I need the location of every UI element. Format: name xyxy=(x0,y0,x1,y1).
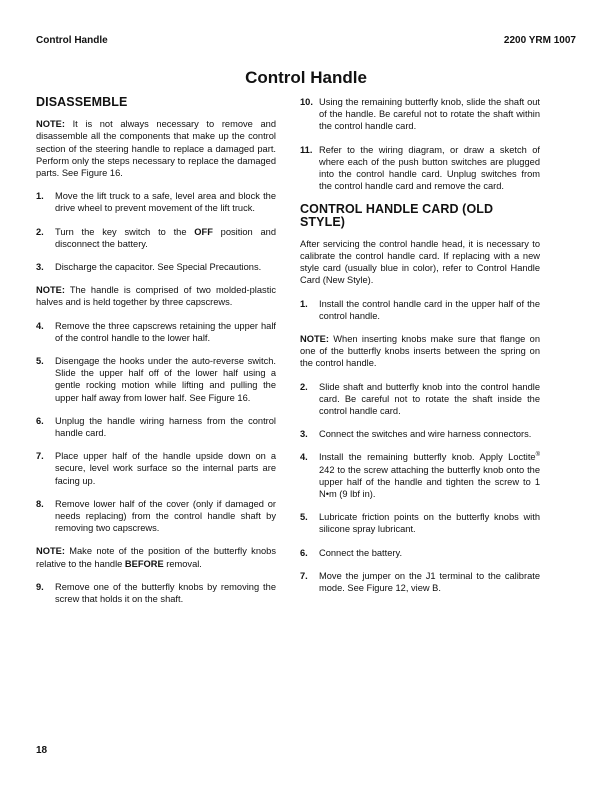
step-text: Move the lift truck to a safe, level area and block the drive wheel to prevent movement of the lift truck. xyxy=(55,191,276,214)
step-number: 1. xyxy=(300,298,308,309)
control-handle-card-heading: CONTROL HANDLE CARD (OLD STYLE) xyxy=(300,202,494,229)
page-number: 18 xyxy=(36,745,48,756)
step-number: 3. xyxy=(300,429,308,440)
step-item xyxy=(300,451,540,500)
step-number: 8. xyxy=(36,498,44,509)
step-number: 2. xyxy=(36,226,44,237)
note-paragraph xyxy=(36,284,276,308)
note-text: removal. xyxy=(163,558,202,569)
header-document-id: 2200 YRM 1007 xyxy=(503,35,576,46)
note-paragraph xyxy=(300,333,540,370)
step-text: Connect the battery. xyxy=(319,547,403,558)
step-text: Slide shaft and butterfly knob into the control handle card. Be careful not to rotate the shaft inside the control handle card. xyxy=(319,381,540,417)
step-text: Connect the switches and wire harness connectors. xyxy=(319,429,532,440)
step-item xyxy=(300,144,540,193)
step-number: 9. xyxy=(36,581,44,592)
step-item xyxy=(36,226,276,250)
step-text: Turn the key switch to the xyxy=(55,226,195,237)
note-text: The handle is comprised of two molded-plastic halves and is held together by three capscrews. xyxy=(36,285,276,308)
note-paragraph xyxy=(36,545,276,569)
note-emphasis: BEFORE xyxy=(124,558,164,569)
page-title: Control Handle xyxy=(245,68,367,87)
note-label: NOTE: xyxy=(36,546,65,557)
note-label: NOTE: xyxy=(36,119,65,130)
step-number: 3. xyxy=(36,262,44,273)
step-text: Remove one of the butterfly knobs by removing the screw that holds it on the shaft. xyxy=(55,581,276,605)
step-number: 10. xyxy=(300,97,313,107)
step-item xyxy=(36,450,276,487)
step-item xyxy=(300,96,540,133)
step-number: 7. xyxy=(300,570,308,581)
step-text: Install the control handle card in the upper half of the control handle. xyxy=(319,298,540,321)
step-number: 11. xyxy=(300,144,313,155)
right-column xyxy=(300,96,540,605)
disassemble-heading: DISASSEMBLE xyxy=(36,95,128,109)
note-label: NOTE: xyxy=(300,334,329,345)
step-text: Lubricate friction points on the butterfly knobs with silicone spray lubricant. xyxy=(319,512,540,535)
step-text: Discharge the capacitor. See Special Precautions. xyxy=(55,262,262,273)
step-item xyxy=(36,498,276,535)
step-number: 5. xyxy=(300,512,308,523)
step-number: 5. xyxy=(36,356,44,367)
step-item xyxy=(300,428,540,440)
step-item xyxy=(300,547,540,559)
note-paragraph xyxy=(36,118,276,179)
note-text: When inserting knobs make sure that flange on one of the butterfly knobs inserts between the spring on the control handle. xyxy=(300,334,540,369)
note-text: Make note of the position of the butterfly knobs relative to the handle xyxy=(36,546,276,569)
step-number: 4. xyxy=(300,452,308,463)
step-number: 2. xyxy=(300,381,308,392)
step-number: 7. xyxy=(36,451,44,462)
step-item xyxy=(36,355,276,404)
step-item xyxy=(300,298,540,322)
page-header xyxy=(36,35,576,49)
step-text: position and disconnect the battery. xyxy=(55,226,276,249)
step-text: Remove lower half of the cover (only if damaged or needs replacing) from the control handle shaft by removing two capscrews. xyxy=(55,498,276,534)
step-text: Unplug the handle wiring harness from the control handle card. xyxy=(55,415,276,439)
registered-mark: ® xyxy=(535,452,540,459)
step-item xyxy=(300,570,540,594)
note-label: NOTE: xyxy=(36,285,65,296)
header-section-title: Control Handle xyxy=(36,35,108,46)
intro-paragraph: After servicing the control handle head, it is necessary to calibrate the control handle card. If replacing with a new style card (usually blue in color), refer to Control Handle Card (New Style). xyxy=(300,238,540,286)
step-text: Refer to the wiring diagram, or draw a sketch of where each of the push button switches are plugged into the control handle card. Unplug switches from the control handle card and remove the card. xyxy=(319,144,540,192)
step-text: Move the jumper on the J1 terminal to the calibrate mode. See Figure 12, view B. xyxy=(319,570,540,594)
step-item xyxy=(300,381,540,418)
step-text: 242 to the screw attaching the butterfly knob onto the upper half of the handle and tighten the screw to 1 N•m (9 lbf in). xyxy=(319,464,540,500)
step-number: 6. xyxy=(36,415,44,426)
step-item xyxy=(36,261,276,273)
left-column xyxy=(36,96,276,616)
step-item xyxy=(36,320,276,344)
step-item xyxy=(36,581,276,605)
step-number: 6. xyxy=(300,547,308,558)
step-text: Install the remaining butterfly knob. Apply Loctite xyxy=(319,452,536,463)
note-text: It is not always necessary to remove and disassemble all the components that make up the control section of the steering handle to replace a damaged part. Perform only the steps necessary to replace the damaged parts. See Figure 16. xyxy=(36,119,276,179)
step-item xyxy=(36,190,276,214)
step-text: Place upper half of the handle upside down on a secure, level work surface so the internal parts are facing up. xyxy=(55,451,276,486)
step-emphasis: OFF xyxy=(194,226,213,237)
step-number: 4. xyxy=(36,320,44,331)
step-text: Using the remaining butterfly knob, slide the shaft out of the handle. Be careful not to rotate the shaft within the control handle card. xyxy=(319,97,540,132)
step-text: Remove the three capscrews retaining the upper half of the control handle to the lower half. xyxy=(55,320,276,343)
step-item xyxy=(36,415,276,439)
step-item xyxy=(300,511,540,535)
step-text: Disengage the hooks under the auto-reverse switch. Slide the upper half off of the lower half using a gentle rocking motion while lifting and pulling the upper half away from lower half. See Figure 16. xyxy=(55,356,276,403)
step-number: 1. xyxy=(36,191,44,202)
